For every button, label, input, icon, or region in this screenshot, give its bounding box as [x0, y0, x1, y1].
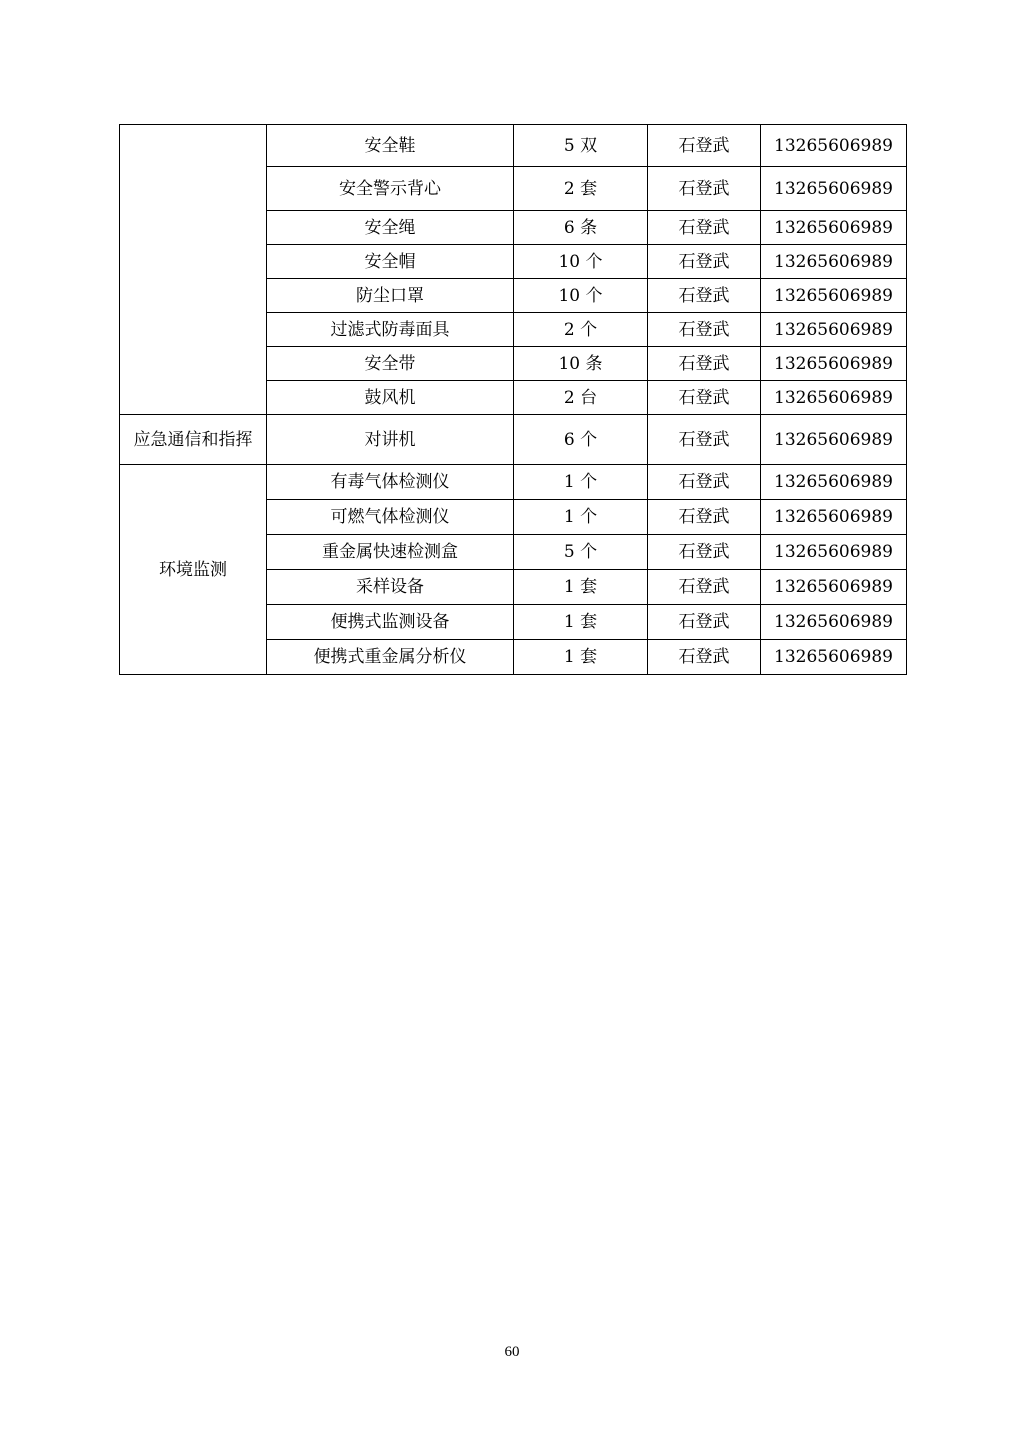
contact-person-cell: 石登武: [648, 640, 761, 675]
item-qty-cell: 6 条: [514, 211, 648, 245]
contact-phone-cell: 13265606989: [761, 500, 907, 535]
item-qty-cell: 10 个: [514, 245, 648, 279]
contact-person-cell: 石登武: [648, 279, 761, 313]
contact-phone-cell: 13265606989: [761, 640, 907, 675]
contact-person-cell: 石登武: [648, 500, 761, 535]
contact-person-cell: 石登武: [648, 125, 761, 167]
item-qty-cell: 5 个: [514, 535, 648, 570]
item-name-cell: 安全警示背心: [267, 167, 514, 211]
category-cell: 应急通信和指挥: [120, 415, 267, 465]
table-row: [120, 465, 907, 500]
item-name-cell: 采样设备: [267, 570, 514, 605]
item-qty-cell: 1 套: [514, 605, 648, 640]
item-qty-cell: 2 套: [514, 167, 648, 211]
contact-person-cell: 石登武: [648, 313, 761, 347]
item-name-cell: 便携式重金属分析仪: [267, 640, 514, 675]
item-name-cell: 重金属快速检测盒: [267, 535, 514, 570]
equipment-table: [119, 124, 907, 675]
item-name-cell: 有毒气体检测仪: [267, 465, 514, 500]
item-qty-cell: 1 个: [514, 500, 648, 535]
item-qty-cell: 10 个: [514, 279, 648, 313]
contact-person-cell: 石登武: [648, 381, 761, 415]
item-name-cell: 安全带: [267, 347, 514, 381]
category-cell: 环境监测: [120, 465, 267, 675]
item-name-cell: 安全绳: [267, 211, 514, 245]
table-row: [120, 125, 907, 167]
item-name-cell: 对讲机: [267, 415, 514, 465]
item-name-cell: 防尘口罩: [267, 279, 514, 313]
item-qty-cell: 5 双: [514, 125, 648, 167]
item-qty-cell: 10 条: [514, 347, 648, 381]
contact-person-cell: 石登武: [648, 245, 761, 279]
item-name-cell: 鼓风机: [267, 381, 514, 415]
item-name-cell: 安全鞋: [267, 125, 514, 167]
contact-person-cell: 石登武: [648, 465, 761, 500]
contact-phone-cell: 13265606989: [761, 211, 907, 245]
contact-phone-cell: 13265606989: [761, 125, 907, 167]
contact-phone-cell: 13265606989: [761, 167, 907, 211]
contact-phone-cell: 13265606989: [761, 245, 907, 279]
contact-phone-cell: 13265606989: [761, 381, 907, 415]
item-name-cell: 可燃气体检测仪: [267, 500, 514, 535]
item-qty-cell: 1 个: [514, 465, 648, 500]
item-qty-cell: 1 套: [514, 640, 648, 675]
contact-person-cell: 石登武: [648, 347, 761, 381]
item-name-cell: 安全帽: [267, 245, 514, 279]
contact-person-cell: 石登武: [648, 167, 761, 211]
item-qty-cell: 6 个: [514, 415, 648, 465]
contact-person-cell: 石登武: [648, 535, 761, 570]
item-name-cell: 过滤式防毒面具: [267, 313, 514, 347]
contact-phone-cell: 13265606989: [761, 570, 907, 605]
contact-person-cell: 石登武: [648, 211, 761, 245]
category-cell: [120, 125, 267, 415]
item-qty-cell: 2 台: [514, 381, 648, 415]
contact-phone-cell: 13265606989: [761, 313, 907, 347]
contact-phone-cell: 13265606989: [761, 465, 907, 500]
contact-person-cell: 石登武: [648, 415, 761, 465]
contact-person-cell: 石登武: [648, 570, 761, 605]
page-number: 60: [504, 1344, 520, 1360]
contact-phone-cell: 13265606989: [761, 535, 907, 570]
item-qty-cell: 1 套: [514, 570, 648, 605]
item-qty-cell: 2 个: [514, 313, 648, 347]
contact-phone-cell: 13265606989: [761, 347, 907, 381]
contact-phone-cell: 13265606989: [761, 279, 907, 313]
item-name-cell: 便携式监测设备: [267, 605, 514, 640]
contact-person-cell: 石登武: [648, 605, 761, 640]
table-row: [120, 415, 907, 465]
contact-phone-cell: 13265606989: [761, 605, 907, 640]
contact-phone-cell: 13265606989: [761, 415, 907, 465]
